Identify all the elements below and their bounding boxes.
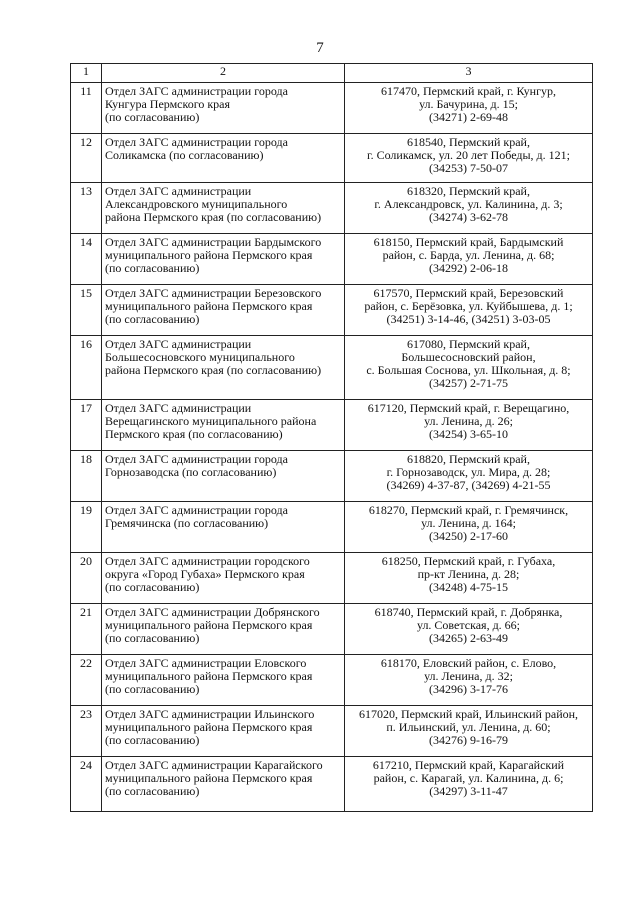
table-row bbox=[71, 706, 593, 757]
address-line: Большесосновский район, bbox=[401, 350, 536, 364]
address-line: ул. Ленина, д. 164; bbox=[421, 516, 516, 530]
address-line: (34292) 2-06-18 bbox=[429, 261, 508, 275]
row-number: 16 bbox=[71, 336, 102, 400]
office-name-line: муниципального района Пермского края bbox=[105, 720, 313, 734]
office-name-line: Отдел ЗАГС администрации bbox=[105, 337, 252, 351]
office-name-line: Отдел ЗАГС администрации города bbox=[105, 135, 288, 149]
table-row bbox=[71, 502, 593, 553]
address-line: с. Большая Соснова, ул. Школьная, д. 8; bbox=[366, 363, 571, 377]
office-name-cell bbox=[102, 757, 345, 812]
address-line: 617570, Пермский край, Березовский bbox=[373, 286, 564, 300]
row-number: 15 bbox=[71, 285, 102, 336]
office-name-line: муниципального района Пермского края bbox=[105, 299, 313, 313]
address-line: 617120, Пермский край, г. Верещагино, bbox=[367, 401, 570, 415]
table-row bbox=[71, 400, 593, 451]
office-name-cell bbox=[102, 183, 345, 234]
office-name-line: Отдел ЗАГС администрации Карагайского bbox=[105, 758, 323, 772]
address-line: 617080, Пермский край, bbox=[407, 337, 530, 351]
address-line: (34248) 4-75-15 bbox=[429, 580, 508, 594]
office-name-cell bbox=[102, 134, 345, 183]
address-line: 618740, Пермский край, г. Добрянка, bbox=[374, 605, 563, 619]
row-number: 23 bbox=[71, 706, 102, 757]
row-number: 20 bbox=[71, 553, 102, 604]
table-row bbox=[71, 134, 593, 183]
address-cell bbox=[345, 757, 593, 812]
address-line: 617020, Пермский край, Ильинский район, bbox=[358, 707, 579, 721]
header-col-1: 1 bbox=[71, 64, 102, 83]
row-number: 14 bbox=[71, 234, 102, 285]
office-name-cell bbox=[102, 502, 345, 553]
address-cell bbox=[345, 183, 593, 234]
office-name-cell bbox=[102, 655, 345, 706]
address-cell bbox=[345, 400, 593, 451]
office-name-line: Александровского муниципального bbox=[105, 197, 288, 211]
row-number: 18 bbox=[71, 451, 102, 502]
office-name-cell bbox=[102, 553, 345, 604]
office-name-line: (по согласованию) bbox=[105, 784, 200, 798]
address-line: район, с. Барда, ул. Ленина, д. 68; bbox=[382, 248, 555, 262]
address-line: (34297) 3-11-47 bbox=[429, 784, 508, 798]
address-cell bbox=[345, 336, 593, 400]
address-line: 618320, Пермский край, bbox=[407, 184, 530, 198]
office-name-line: муниципального района Пермского края bbox=[105, 618, 313, 632]
address-line: район, с. Берёзовка, ул. Куйбышева, д. 1; bbox=[364, 299, 573, 313]
address-line: (34276) 9-16-79 bbox=[429, 733, 508, 747]
address-line: ул. Ленина, д. 26; bbox=[424, 414, 513, 428]
row-number: 19 bbox=[71, 502, 102, 553]
office-name-line: Горнозаводска (по согласованию) bbox=[105, 465, 277, 479]
address-line: 618820, Пермский край, bbox=[407, 452, 530, 466]
address-line: 618170, Еловский район, с. Елово, bbox=[380, 656, 557, 670]
row-number: 12 bbox=[71, 134, 102, 183]
office-name-line: Отдел ЗАГС администрации городского bbox=[105, 554, 310, 568]
row-number: 21 bbox=[71, 604, 102, 655]
table-row bbox=[71, 757, 593, 812]
office-name-cell bbox=[102, 234, 345, 285]
office-name-line: Отдел ЗАГС администрации Бардымского bbox=[105, 235, 322, 249]
table-row bbox=[71, 83, 593, 134]
office-name-line: Кунгура Пермского края bbox=[105, 97, 231, 111]
address-line: пр-кт Ленина, д. 28; bbox=[417, 567, 520, 581]
address-line: (34250) 2-17-60 bbox=[429, 529, 508, 543]
address-cell bbox=[345, 655, 593, 706]
office-name-line: муниципального района Пермского края bbox=[105, 248, 313, 262]
office-name-line: Отдел ЗАГС администрации Ильинского bbox=[105, 707, 315, 721]
address-line: (34269) 4-37-87, (34269) 4-21-55 bbox=[386, 478, 551, 492]
address-line: (34271) 2-69-48 bbox=[429, 110, 508, 124]
table-row bbox=[71, 655, 593, 706]
address-line: 618270, Пермский край, г. Гремячинск, bbox=[368, 503, 569, 517]
office-name-line: района Пермского края (по согласованию) bbox=[105, 210, 322, 224]
registry-table bbox=[70, 63, 593, 812]
address-line: (34296) 3-17-76 bbox=[429, 682, 508, 696]
office-name-line: Отдел ЗАГС администрации города bbox=[105, 503, 288, 517]
row-number: 13 bbox=[71, 183, 102, 234]
office-name-line: (по согласованию) bbox=[105, 682, 200, 696]
address-cell bbox=[345, 83, 593, 134]
office-name-cell bbox=[102, 400, 345, 451]
address-line: г. Александровск, ул. Калинина, д. 3; bbox=[374, 197, 563, 211]
header-col-2: 2 bbox=[102, 64, 345, 83]
address-line: район, с. Карагай, ул. Калинина, д. 6; bbox=[373, 771, 564, 785]
office-name-line: Отдел ЗАГС администрации bbox=[105, 184, 252, 198]
office-name-cell bbox=[102, 706, 345, 757]
row-number: 11 bbox=[71, 83, 102, 134]
row-number: 22 bbox=[71, 655, 102, 706]
office-name-line: района Пермского края (по согласованию) bbox=[105, 363, 322, 377]
office-name-cell bbox=[102, 336, 345, 400]
address-cell bbox=[345, 285, 593, 336]
address-cell bbox=[345, 706, 593, 757]
address-cell bbox=[345, 234, 593, 285]
office-name-line: (по согласованию) bbox=[105, 261, 200, 275]
address-line: 617470, Пермский край, г. Кунгур, bbox=[381, 84, 556, 98]
office-name-line: (по согласованию) bbox=[105, 580, 200, 594]
office-name-line: Соликамска (по согласованию) bbox=[105, 148, 264, 162]
address-line: (34253) 7-50-07 bbox=[429, 161, 508, 175]
office-name-line: Отдел ЗАГС администрации города bbox=[105, 452, 288, 466]
header-col-3: 3 bbox=[345, 64, 593, 83]
office-name-cell bbox=[102, 451, 345, 502]
address-line: п. Ильинский, ул. Ленина, д. 60; bbox=[386, 720, 551, 734]
table-row bbox=[71, 285, 593, 336]
office-name-line: Гремячинска (по согласованию) bbox=[105, 516, 269, 530]
office-name-line: округа «Город Губаха» Пермского края bbox=[105, 567, 305, 581]
office-name-line: (по согласованию) bbox=[105, 110, 200, 124]
table-row bbox=[71, 336, 593, 400]
address-line: г. Соликамск, ул. 20 лет Победы, д. 121; bbox=[367, 148, 570, 162]
office-name-line: Верещагинского муниципального района bbox=[105, 414, 317, 428]
office-name-cell bbox=[102, 83, 345, 134]
address-line: (34251) 3-14-46, (34251) 3-03-05 bbox=[386, 312, 551, 326]
office-name-line: муниципального района Пермского края bbox=[105, 771, 313, 785]
address-line: ул. Бачурина, д. 15; bbox=[419, 97, 518, 111]
office-name-line: Большесосновского муниципального bbox=[105, 350, 295, 364]
address-cell bbox=[345, 451, 593, 502]
office-name-line: (по согласованию) bbox=[105, 733, 200, 747]
office-name-line: Отдел ЗАГС администрации города bbox=[105, 84, 288, 98]
office-name-line: Отдел ЗАГС администрации Еловского bbox=[105, 656, 307, 670]
office-name-line: (по согласованию) bbox=[105, 631, 200, 645]
table-row bbox=[71, 553, 593, 604]
office-name-line: Отдел ЗАГС администрации Добрянского bbox=[105, 605, 320, 619]
office-name-cell bbox=[102, 285, 345, 336]
row-number: 24 bbox=[71, 757, 102, 812]
office-name-line: муниципального района Пермского края bbox=[105, 669, 313, 683]
address-line: (34265) 2-63-49 bbox=[429, 631, 508, 645]
address-line: 618150, Пермский край, Бардымский bbox=[373, 235, 564, 249]
office-name-cell bbox=[102, 604, 345, 655]
row-number: 17 bbox=[71, 400, 102, 451]
address-line: (34254) 3-65-10 bbox=[429, 427, 508, 441]
address-line: (34274) 3-62-78 bbox=[429, 210, 508, 224]
address-line: 618250, Пермский край, г. Губаха, bbox=[381, 554, 556, 568]
table-row bbox=[71, 234, 593, 285]
office-name-line: Отдел ЗАГС администрации Березовского bbox=[105, 286, 322, 300]
office-name-line: Отдел ЗАГС администрации bbox=[105, 401, 252, 415]
address-cell bbox=[345, 502, 593, 553]
page-number: 7 bbox=[316, 40, 324, 56]
table-row bbox=[71, 183, 593, 234]
address-line: ул. Ленина, д. 32; bbox=[424, 669, 513, 683]
address-cell bbox=[345, 553, 593, 604]
header-row bbox=[71, 64, 593, 83]
address-cell bbox=[345, 604, 593, 655]
address-line: 618540, Пермский край, bbox=[407, 135, 530, 149]
office-name-line: (по согласованию) bbox=[105, 312, 200, 326]
table-row bbox=[71, 451, 593, 502]
address-line: г. Горнозаводск, ул. Мира, д. 28; bbox=[386, 465, 551, 479]
address-line: (34257) 2-71-75 bbox=[429, 376, 508, 390]
table-row bbox=[71, 604, 593, 655]
address-line: 617210, Пермский край, Карагайский bbox=[372, 758, 565, 772]
office-name-line: Пермского края (по согласованию) bbox=[105, 427, 283, 441]
address-cell bbox=[345, 134, 593, 183]
address-line: ул. Советская, д. 66; bbox=[416, 618, 521, 632]
